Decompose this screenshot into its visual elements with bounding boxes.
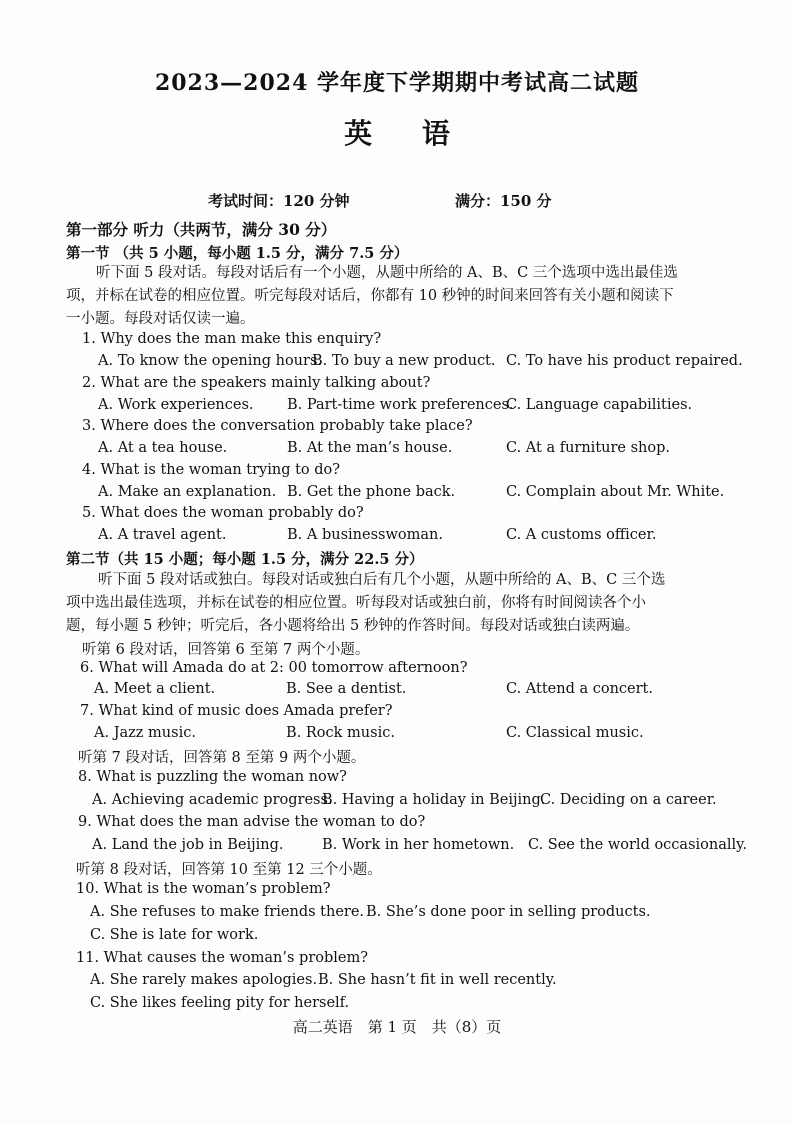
q5-option-c: C. A customs officer. — [506, 527, 657, 543]
listen-dialogue-7: 听第 7 段对话，回答第 8 至第 9 两个小题。 — [78, 750, 366, 766]
section2-heading: 第二节（共 15 小题；每小题 1.5 分，满分 22.5 分） — [66, 551, 424, 568]
question-7: 7. What kind of music does Amada prefer? — [80, 703, 393, 719]
q3-option-b: B. At the man’s house. — [287, 440, 453, 456]
q3-option-c: C. At a furniture shop. — [506, 440, 671, 456]
q11-option-a: A. She rarely makes apologies. — [90, 972, 318, 988]
q6-option-a: A. Meet a client. — [94, 681, 216, 697]
question-11: 11. What causes the woman’s problem? — [76, 950, 369, 966]
q9-option-a: A. Land the job in Beijing. — [92, 837, 284, 853]
q11-option-c: C. She likes feeling pity for herself. — [90, 995, 350, 1011]
subject-title: 英 语 — [344, 117, 470, 150]
question-3: 3. Where does the conversation probably take place? — [82, 418, 473, 434]
q8-option-a: A. Achieving academic progress. — [92, 792, 333, 808]
section2-instructions-line2: 项中选出最佳选项，并标在试卷的相应位置。听每段对话或独白前，你将有时间阅读各个小 — [66, 595, 646, 611]
q2-option-b: B. Part-time work preferences. — [287, 397, 514, 413]
q2-option-a: A. Work experiences. — [98, 397, 254, 413]
q5-option-a: A. A travel agent. — [98, 527, 227, 543]
q4-option-b: B. Get the phone back. — [287, 484, 456, 500]
q2-option-c: C. Language capabilities. — [506, 397, 693, 413]
q10-option-c: C. She is late for work. — [90, 927, 259, 943]
full-score: 满分：150 分 — [455, 192, 552, 210]
part1-heading: 第一部分 听力（共两节，满分 30 分） — [66, 220, 337, 239]
q8-option-b: B. Having a holiday in Beijing. — [322, 792, 546, 808]
q1-option-b: B. To buy a new product. — [312, 353, 496, 369]
question-9: 9. What does the man advise the woman to do? — [78, 814, 426, 830]
q8-option-c: C. Deciding on a career. — [540, 792, 717, 808]
exam-time: 考试时间：120 分钟 — [208, 192, 350, 210]
section2-instructions-line1: 听下面 5 段对话或独白。每段对话或独白后有几个小题，从题中所给的 A、B、C 三个选 — [98, 572, 666, 588]
question-5: 5. What does the woman probably do? — [82, 505, 364, 521]
section2-instructions-line3: 题，每小题 5 秒钟；听完后，各小题将给出 5 秒钟的作答时间。每段对话或独白读两遍。 — [66, 618, 640, 634]
section1-instructions-line2: 项，并标在试卷的相应位置。听完每段对话后，你都有 10 秒钟的时间来回答有关小题和阅读下 — [66, 288, 674, 304]
section1-instructions-line3: 一小题。每段对话仅读一遍。 — [66, 311, 255, 327]
q3-option-a: A. At a tea house. — [98, 440, 228, 456]
listen-dialogue-8: 听第 8 段对话，回答第 10 至第 12 三个小题。 — [76, 862, 382, 878]
q4-option-a: A. Make an explanation. — [98, 484, 277, 500]
q7-option-a: A. Jazz music. — [94, 725, 196, 741]
question-8: 8. What is puzzling the woman now? — [78, 769, 347, 785]
question-6: 6. What will Amada do at 2: 00 tomorrow afternoon? — [80, 660, 468, 676]
q9-option-b: B. Work in her hometown. — [322, 837, 515, 853]
q10-option-b: B. She’s done poor in selling products. — [366, 904, 651, 920]
q7-option-c: C. Classical music. — [506, 725, 644, 741]
q11-option-b: B. She hasn’t fit in well recently. — [318, 972, 557, 988]
question-10: 10. What is the woman’s problem? — [76, 881, 331, 897]
exam-title: 2023—2024 学年度下学期期中考试高二试题 — [154, 70, 640, 96]
q9-option-c: C. See the world occasionally. — [528, 837, 748, 853]
q1-option-a: A. To know the opening hours. — [98, 353, 322, 369]
q7-option-b: B. Rock music. — [286, 725, 395, 741]
q6-option-c: C. Attend a concert. — [506, 681, 653, 697]
question-4: 4. What is the woman trying to do? — [82, 462, 341, 478]
section1-heading: 第一节 （共 5 小题，每小题 1.5 分，满分 7.5 分） — [66, 245, 409, 262]
q4-option-c: C. Complain about Mr. White. — [506, 484, 725, 500]
q5-option-b: B. A businesswoman. — [287, 527, 443, 543]
q10-option-a: A. She refuses to make friends there. — [90, 904, 365, 920]
question-2: 2. What are the speakers mainly talking about? — [82, 375, 431, 391]
q6-option-b: B. See a dentist. — [286, 681, 407, 697]
question-1: 1. Why does the man make this enquiry? — [82, 331, 382, 347]
q1-option-c: C. To have his product repaired. — [506, 353, 743, 369]
page-footer: 高二英语 第 1 页 共（8）页 — [292, 1018, 502, 1036]
section1-instructions-line1: 听下面 5 段对话。每段对话后有一个小题，从题中所给的 A、B、C 三个选项中选出最佳选 — [96, 265, 678, 281]
listen-dialogue-6: 听第 6 段对话，回答第 6 至第 7 两个小题。 — [82, 642, 370, 658]
